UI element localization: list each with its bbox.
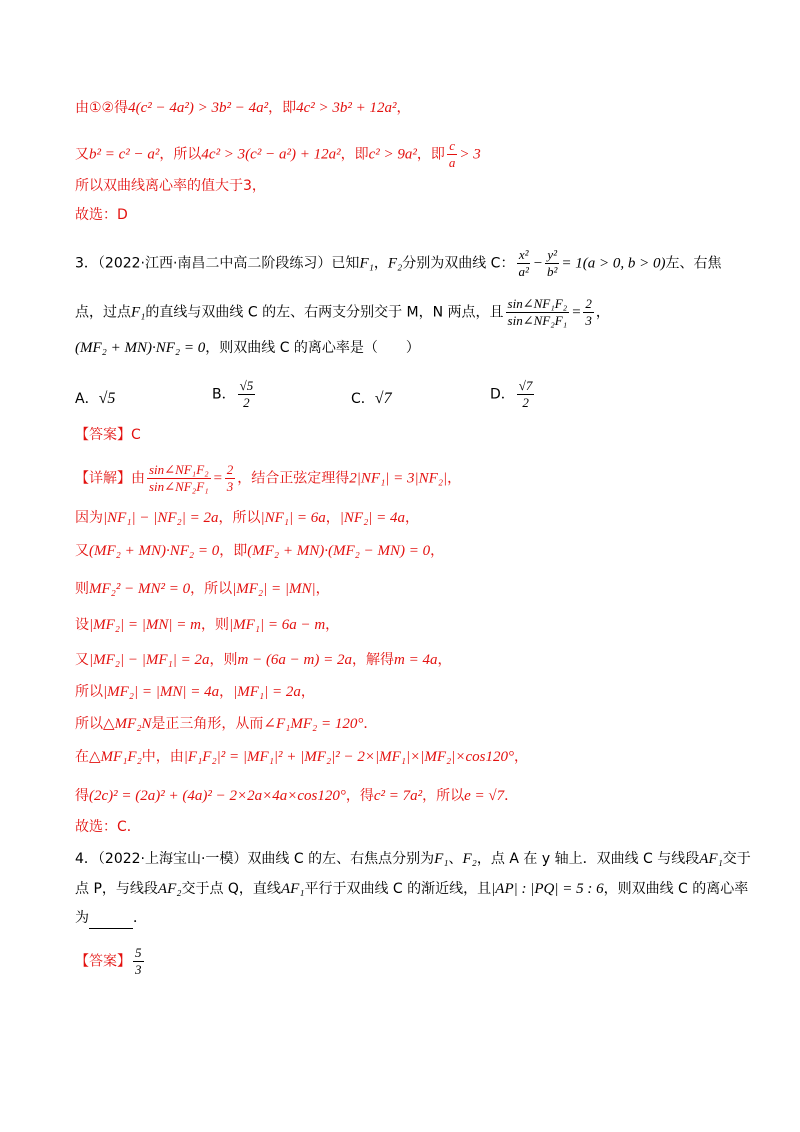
numerator: 2	[585, 296, 592, 311]
choice-d[interactable]	[490, 378, 536, 411]
formula: AF₂	[157, 881, 182, 897]
text: ，则双曲线 C 的离心率	[603, 881, 749, 897]
numerator: √5	[239, 378, 254, 393]
text: 点 P，与线段	[75, 881, 158, 897]
numerator: 5	[135, 945, 142, 960]
text: 则	[75, 581, 89, 597]
numerator: sin∠NF₁F₂	[507, 296, 568, 311]
formula: |AP| : |PQ| = 5 : 6	[491, 881, 604, 897]
text: ．	[504, 788, 519, 804]
text: ，	[595, 304, 610, 321]
formula: (MF₂ + MN)·(MF₂ − MN) = 0	[247, 543, 431, 559]
detail-line-1	[75, 462, 461, 495]
denominator: b²	[546, 264, 558, 279]
formula: e = √7	[464, 788, 505, 804]
text: ，结合正弦定理得	[237, 470, 350, 487]
question-4-line-3	[75, 907, 147, 929]
detail-line-4	[75, 578, 330, 600]
choice-label: D．	[490, 386, 515, 403]
denominator: a	[448, 155, 456, 170]
formula: |MF₂| = |MN|	[232, 581, 316, 597]
denominator: 2	[522, 395, 529, 410]
fraction	[516, 247, 530, 280]
fraction	[225, 462, 236, 495]
formula: MF₂² − MN² = 0	[89, 581, 191, 597]
text: ，即	[340, 146, 369, 163]
formula: F₁	[359, 255, 374, 272]
text: ，即	[268, 100, 297, 116]
text: 又	[75, 543, 89, 559]
question-4-line-1	[75, 848, 751, 870]
text: ，	[300, 684, 315, 700]
answer-blank[interactable]	[89, 914, 133, 929]
text: ，所以	[422, 788, 465, 804]
text: 的直线与双曲线 C 的左、右两支分别交于 M，N 两点，且	[145, 304, 504, 321]
formula: 4(c² − 4a²) > 3b² − 4a²	[128, 100, 269, 116]
choice-label: C．	[351, 391, 375, 407]
numerator: x²	[518, 247, 529, 262]
denominator: 3	[135, 962, 142, 977]
text: ，	[325, 510, 340, 526]
numerator: √7	[518, 378, 533, 393]
text: ，所以	[190, 581, 233, 597]
question-4-line-2	[75, 878, 748, 900]
formula: (2c)² = (2a)² + (4a)² − 2×2a×4a×cos120°	[89, 788, 346, 804]
formula: 4c² > 3(c² − a²) + 12a²	[201, 146, 341, 163]
answer-fraction	[133, 945, 144, 978]
formula: c² > 9a²	[368, 146, 417, 163]
derivation-line-1	[75, 97, 411, 119]
text: 为	[75, 910, 89, 926]
conclusion-line: 所以双曲线离心率的值大于3，	[75, 178, 266, 194]
text: ，	[430, 543, 445, 559]
denominator: 3	[226, 479, 234, 494]
text: 是正三角形，从而	[151, 716, 264, 732]
detail-line-9	[75, 746, 528, 768]
answer-3: 【答案】C	[75, 427, 141, 443]
denominator: 2	[243, 395, 250, 410]
detail-line-3	[75, 540, 444, 562]
choice-value: √5	[98, 390, 116, 407]
formula: =	[571, 304, 582, 321]
formula: 4c² > 3b² + 12a²	[296, 100, 397, 116]
text: ，即	[219, 543, 248, 559]
formula: m − (6a − m) = 2a	[237, 652, 353, 668]
choice-b[interactable]	[212, 378, 257, 411]
formula: △MF₁F₂	[89, 749, 142, 765]
formula: c² = 7a²	[373, 788, 423, 804]
text: ，	[405, 510, 420, 526]
choice-value: √7	[374, 390, 392, 407]
text: 左、右焦	[665, 255, 722, 272]
text: 平行于双曲线 C 的渐近线，且	[304, 881, 492, 897]
detail-line-8	[75, 713, 377, 735]
formula: |MF₂| = |MN| = 4a	[103, 684, 220, 700]
detail-line-5	[75, 614, 339, 636]
text: ，即	[416, 146, 445, 163]
text: 又	[75, 146, 89, 163]
denominator: 3	[585, 313, 592, 328]
choice-label: A．	[75, 391, 99, 407]
text: 点，过点	[75, 304, 131, 321]
text: 所以	[75, 716, 103, 732]
formula: =	[212, 470, 223, 487]
text: ，则	[209, 652, 238, 668]
answer-label: 【答案】	[75, 953, 131, 970]
detail-final: 故选：C．	[75, 819, 141, 835]
text: ，	[373, 255, 388, 272]
formula: ∠F₁MF₂ = 120°	[263, 716, 364, 732]
text: ，	[219, 684, 234, 700]
formula: F₂	[462, 851, 477, 867]
formula: |MF₁| = 2a	[233, 684, 301, 700]
choice-c[interactable]	[351, 388, 392, 408]
text: 中，由	[141, 749, 184, 765]
text: ，	[325, 617, 340, 633]
formula: |NF₂| = 4a	[339, 510, 406, 526]
fraction	[545, 247, 559, 280]
question-3-line-3	[75, 337, 420, 359]
text: ，得	[345, 788, 374, 804]
formula: m = 4a	[394, 652, 438, 668]
text: ，	[315, 581, 330, 597]
formula: |NF₁| = 6a	[260, 510, 326, 526]
derivation-line-2	[75, 138, 481, 171]
numerator: y²	[547, 247, 558, 262]
text: ，点 A 在 y 轴上．双曲线 C 与线段	[476, 851, 700, 867]
formula: |F₁F₂|² = |MF₁|² + |MF₂|² − 2×|MF₁|×|MF₂|×cos120°	[183, 749, 514, 765]
formula: 2|NF₁| = 3|NF₂|	[349, 470, 448, 487]
text: 交于点 Q，直线	[181, 881, 281, 897]
numerator: sin∠NF₁F₂	[149, 462, 209, 477]
text: ，	[396, 100, 411, 116]
formula: F₂	[387, 255, 403, 272]
text: 在	[75, 749, 89, 765]
text: ，则双曲线 C 的离心率是（ ）	[205, 340, 420, 356]
numerator: 2	[226, 462, 234, 477]
detail-line-7	[75, 681, 315, 703]
text: 得	[75, 788, 89, 804]
choice-a[interactable]	[75, 388, 115, 408]
detail-line-2	[75, 507, 419, 529]
text: 设	[75, 617, 89, 633]
text: 分别为双曲线 C：	[402, 255, 515, 272]
text: 4．（2022·上海宝山·一模）双曲线 C 的左、右焦点分别为	[75, 851, 435, 867]
formula: b² = c² − a²	[89, 146, 160, 163]
formula: AF₁	[699, 851, 723, 867]
formula: |MF₂| − |MF₁| = 2a	[89, 652, 210, 668]
denominator: sin∠NF₂F₁	[507, 313, 568, 328]
detail-line-10	[75, 785, 518, 807]
text: ．	[363, 716, 378, 732]
text: ，则	[200, 617, 229, 633]
formula: AF₁	[280, 881, 305, 897]
fraction	[506, 296, 570, 329]
answer-4	[75, 945, 146, 978]
text: 交于	[722, 851, 751, 867]
choice-value	[238, 378, 256, 411]
formula: = 1(a > 0, b > 0)	[561, 255, 666, 272]
formula: |MF₁| = 6a − m	[228, 617, 326, 633]
text: 、	[448, 851, 463, 867]
numerator: c	[449, 138, 455, 153]
formula: △MF₂N	[103, 716, 152, 732]
formula: F₁	[434, 851, 449, 867]
formula: (MF₂ + MN)·NF₂ = 0	[75, 340, 206, 356]
denominator: sin∠NF₂F₁	[149, 479, 209, 494]
text: 3．（2022·江西·南昌二中高二阶段练习）已知	[75, 255, 360, 272]
fraction	[147, 462, 211, 495]
formula: F₁	[131, 304, 146, 321]
formula: |NF₁| − |NF₂| = 2a	[103, 510, 219, 526]
fraction	[583, 296, 594, 329]
choice-line: 故选：D	[75, 207, 128, 223]
formula: −	[532, 255, 543, 272]
choice-label: B．	[212, 386, 236, 403]
question-3-line-1	[75, 247, 722, 280]
detail-line-6	[75, 649, 451, 671]
text: 因为	[75, 510, 103, 526]
text: ，	[437, 652, 452, 668]
question-3-line-2	[75, 296, 610, 329]
text: 【详解】由	[75, 470, 145, 487]
text: 又	[75, 652, 89, 668]
text: ，解得	[352, 652, 395, 668]
formula: > 3	[459, 146, 481, 163]
formula: (MF₂ + MN)·NF₂ = 0	[89, 543, 220, 559]
text: ，所以	[218, 510, 261, 526]
choice-value	[517, 378, 535, 411]
text: ，	[447, 470, 462, 487]
formula: |MF₂| = |MN| = m	[89, 617, 201, 633]
text: ．	[133, 910, 147, 926]
text: 所以	[75, 684, 103, 700]
denominator: a²	[518, 264, 529, 279]
fraction	[447, 138, 458, 171]
text: ，所以	[159, 146, 202, 163]
text: ，	[514, 749, 528, 765]
text: 由①②得	[75, 100, 129, 116]
